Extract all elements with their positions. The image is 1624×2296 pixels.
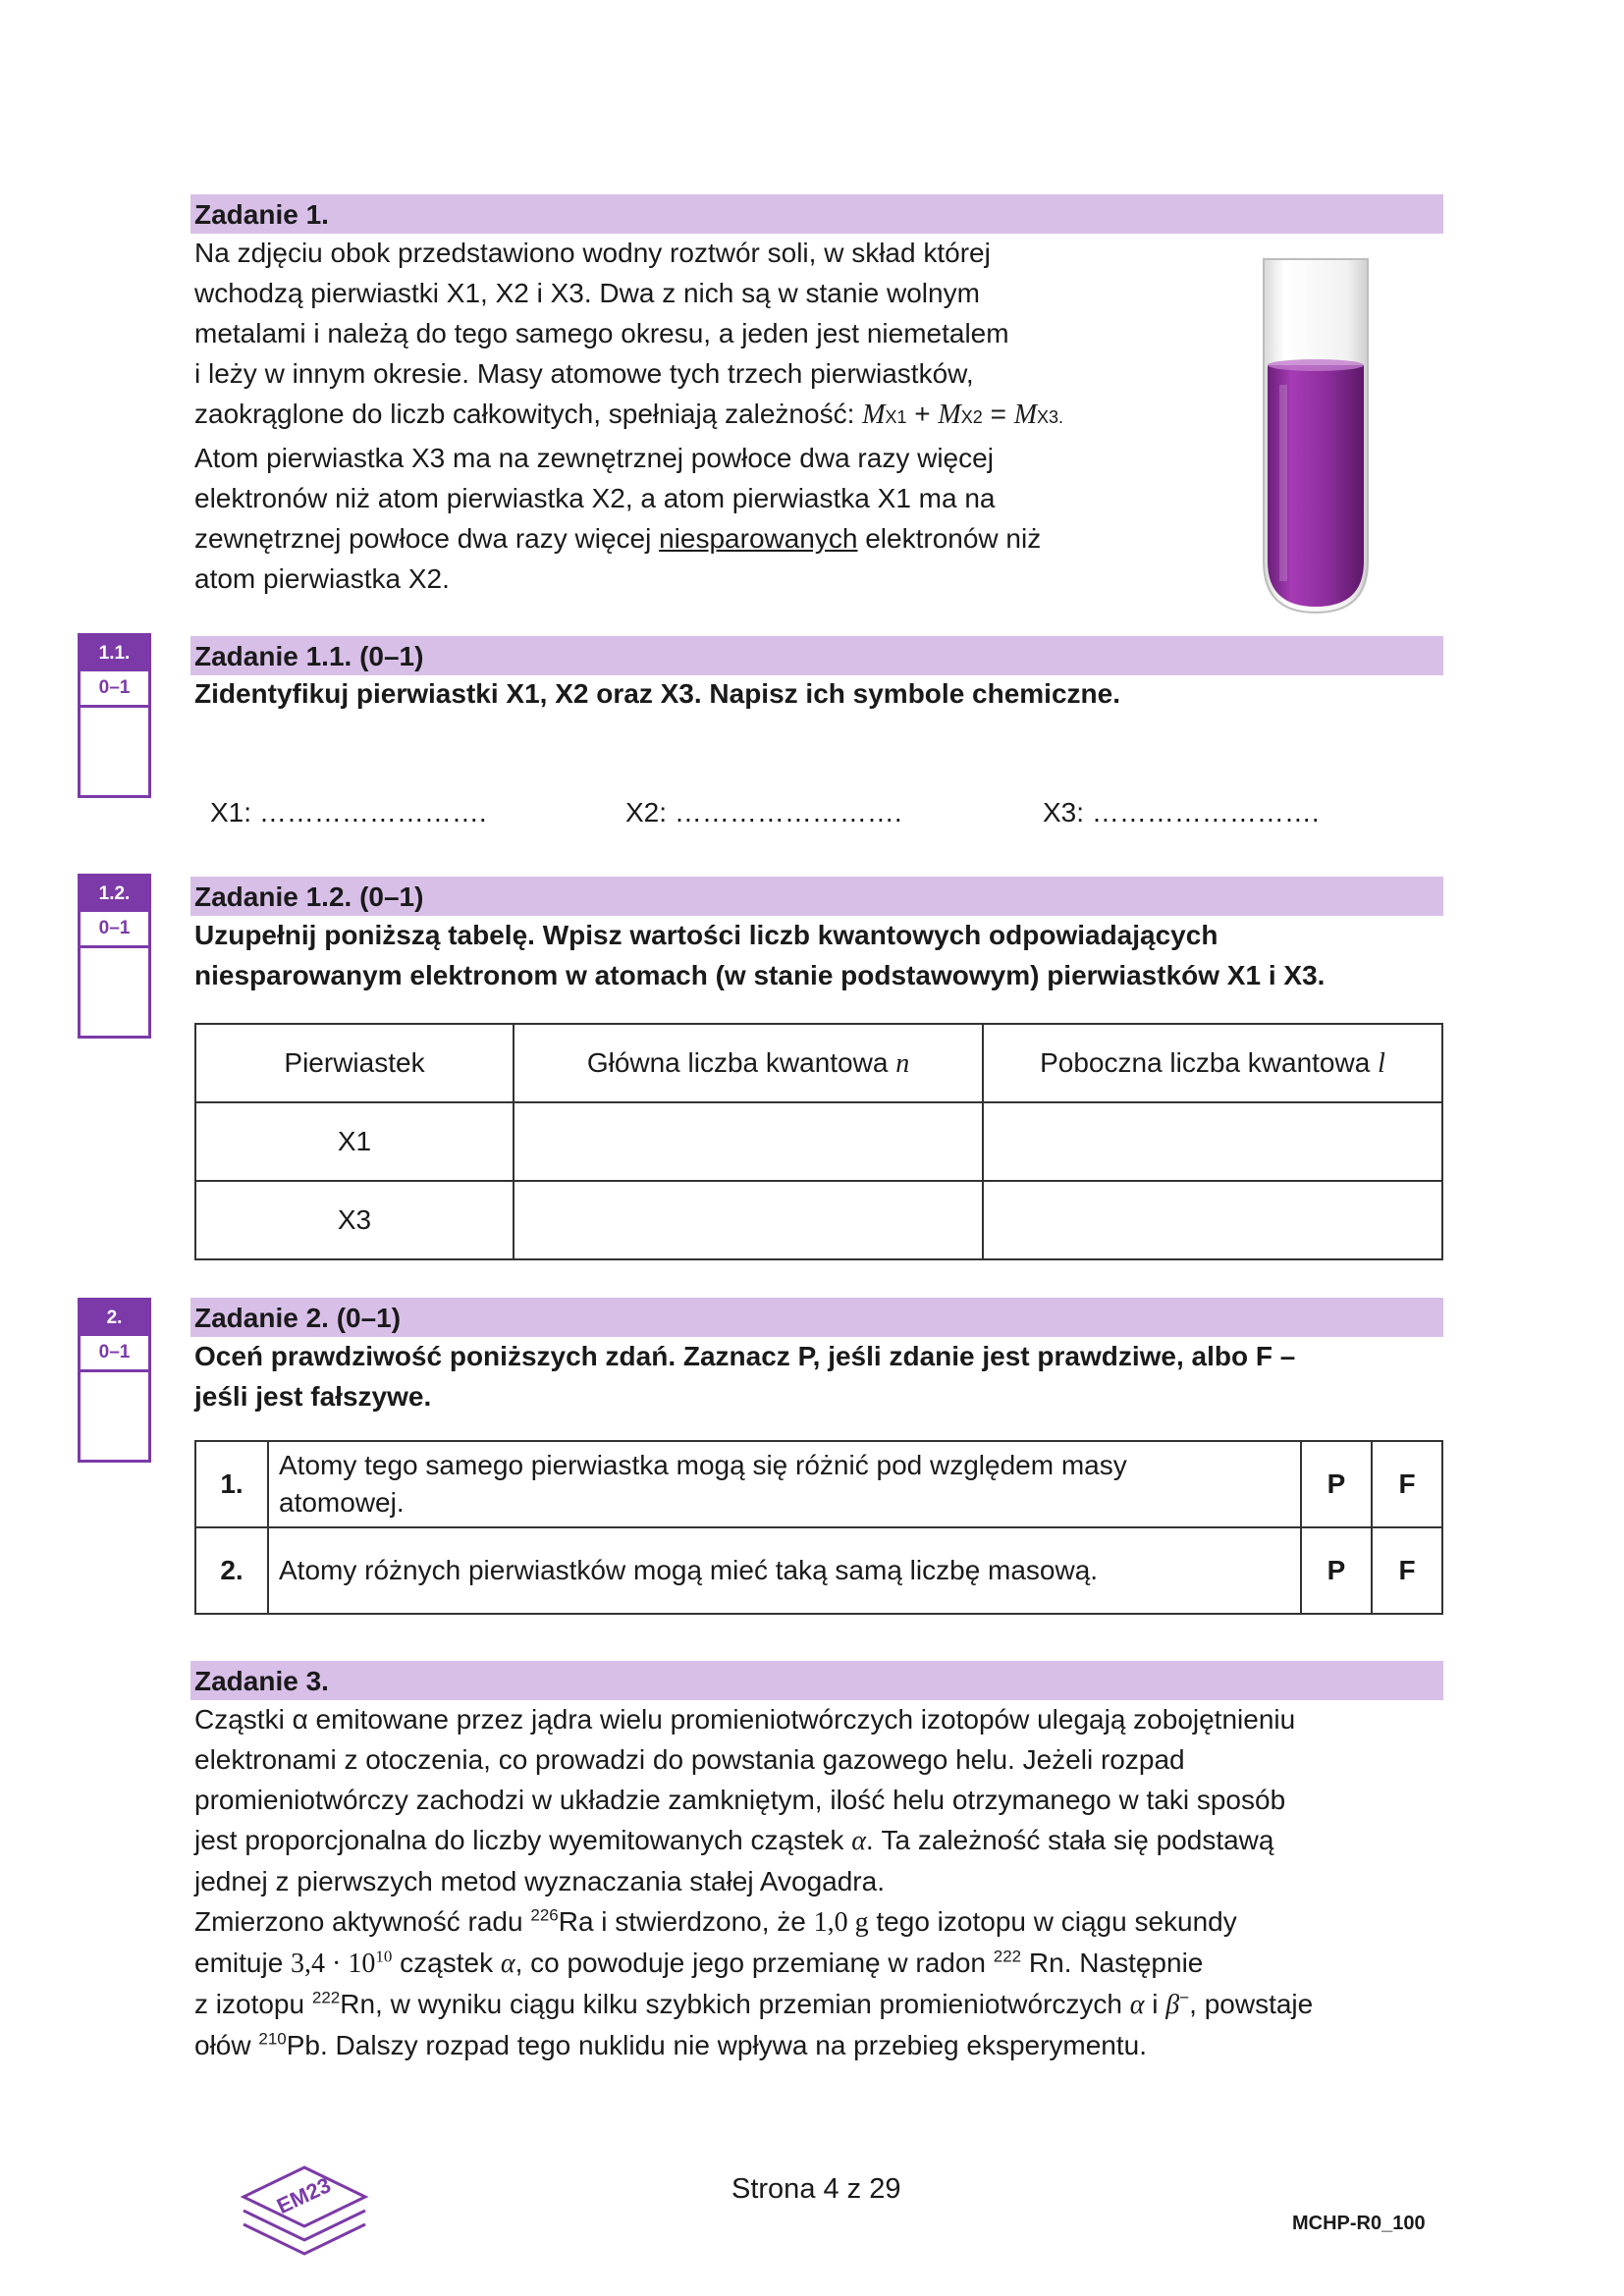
task3-line: [194, 2025, 1461, 2065]
row-element: X3: [195, 1181, 514, 1259]
task3-line: [194, 1820, 1461, 1861]
score-box-points: 0–1: [81, 912, 148, 948]
answer-x2[interactable]: [625, 797, 902, 828]
true-false-table: [194, 1440, 1443, 1615]
alpha-symbol: α: [500, 1949, 515, 1979]
l6-b: Ra i stwierdzono, że: [558, 1906, 806, 1937]
mass-number-210: 210: [258, 2029, 287, 2049]
score-box-2: [78, 1298, 151, 1463]
task3-line: [194, 1943, 1461, 1984]
task3-line: [194, 1901, 1461, 1943]
emission-number: 3,4 · 10: [291, 1949, 376, 1979]
task1-intro-line-underlined: [194, 518, 1176, 559]
task1-intro-line: metalami i należą do tego samego okresu, a jeden jest niemetalem: [194, 318, 1009, 348]
alpha-symbol: α: [1129, 1990, 1145, 2020]
quantum-numbers-table: [194, 1023, 1443, 1260]
answer-label: X1:: [210, 797, 252, 828]
symbol-n: n: [895, 1047, 910, 1079]
task1-intro: [194, 233, 1176, 599]
emission-exponent: 10: [375, 1947, 393, 1966]
answer-cell-l[interactable]: [983, 1102, 1442, 1181]
task3-line: Cząstki α emitowane przez jądra wielu promieniotwórczych izotopów ulegają zobojętnieniu: [194, 1704, 1296, 1735]
statement-text: Atomy różnych pierwiastków mogą mieć taką samą liczbę masową.: [268, 1527, 1301, 1614]
score-box-id: 1.2.: [81, 877, 148, 912]
score-box-id: 1.1.: [81, 636, 148, 671]
task1-intro-line: Atom pierwiastka X3 ma na zewnętrznej powłoce dwa razy więcej: [194, 443, 994, 473]
false-option[interactable]: F: [1372, 1527, 1442, 1614]
answer-label: X2:: [625, 797, 668, 828]
statement-number: 2.: [195, 1527, 268, 1614]
formula-eq: =: [990, 399, 1006, 429]
l8-b: Rn, w wyniku ciągu kilku szybkich przemian promieniotwórczych: [340, 1989, 1122, 2019]
beta-minus: −: [1179, 1988, 1190, 2007]
l9-b: Pb. Dalszy rozpad tego nuklidu nie wpływa na przebieg eksperymentu.: [286, 2030, 1148, 2060]
instruction-line: jeśli jest fałszywe.: [194, 1381, 432, 1412]
l6-a: Zmierzono aktywność radu: [194, 1906, 523, 1937]
task1-intro-line-formula: [194, 394, 1176, 438]
l8-c: , powstaje: [1189, 1989, 1314, 2019]
header-principal: [514, 1024, 983, 1102]
l8-a: z izotopu: [194, 1989, 305, 2019]
header-principal-text: Główna liczba kwantowa: [586, 1046, 889, 1078]
symbol-l: l: [1378, 1047, 1385, 1079]
statement-line: Atomy tego samego pierwiastka mogą się różnić pod względem masy: [279, 1450, 1127, 1480]
instruction-line: Uzupełnij poniższą tabelę. Wpisz wartości liczb kwantowych odpowiadających: [194, 920, 1218, 950]
instruction-line: Oceń prawdziwość poniższych zdań. Zaznacz P, jeśli zdanie jest prawdziwe, albo F –: [194, 1341, 1296, 1371]
table-row: [195, 1527, 1442, 1614]
score-box-1-2: [78, 874, 151, 1039]
l8-i: i: [1152, 1989, 1159, 2019]
header-element: Pierwiastek: [195, 1024, 514, 1102]
task3-header-bar: [190, 1661, 1443, 1700]
task1-1-instruction: Zidentyfikuj pierwiastki X1, X2 oraz X3. Napisz ich symbole chemiczne.: [194, 678, 1120, 709]
page-number: Strona 4 z 29: [731, 2173, 901, 2205]
l9-a: ołów: [194, 2030, 251, 2060]
answer-x1[interactable]: [210, 797, 487, 828]
line8-after: elektronów niż: [865, 523, 1042, 554]
exam-code: MCHP-R0_100: [1292, 2213, 1426, 2234]
task3-line: promieniotwórczy zachodzi w układzie zamkniętym, ilość helu otrzymanego w taki sposób: [194, 1785, 1286, 1815]
formula-m2: M: [938, 400, 961, 430]
score-box-points: 0–1: [81, 671, 148, 708]
mass-number-222: 222: [993, 1947, 1022, 1966]
answer-dots: …………………….: [258, 797, 487, 828]
answer-cell-l[interactable]: [983, 1181, 1442, 1259]
task1-1-title: Zadanie 1.1. (0–1): [194, 641, 424, 671]
formula-x1: X1: [885, 407, 907, 427]
table-row: [195, 1181, 1442, 1259]
cke-logo: [236, 2160, 373, 2268]
formula-x2: X2: [960, 407, 983, 427]
task1-2-title: Zadanie 1.2. (0–1): [194, 881, 424, 912]
l7-a: emituje: [194, 1948, 284, 1978]
task3-line: [194, 1984, 1461, 2025]
true-option[interactable]: P: [1301, 1527, 1372, 1614]
table-row: [195, 1102, 1442, 1181]
l4-after: . Ta zależność stała się podstawą: [865, 1825, 1274, 1855]
answer-x3[interactable]: [1043, 797, 1320, 828]
task2-instruction: [194, 1336, 1451, 1416]
l6-c: tego izotopu w ciągu sekundy: [876, 1906, 1237, 1937]
task2-title: Zadanie 2. (0–1): [194, 1303, 402, 1333]
score-box-points: 0–1: [81, 1336, 148, 1372]
test-tube-image: [1242, 257, 1389, 620]
task1-intro-line: atom pierwiastka X2.: [194, 563, 450, 594]
task1-header-bar: [190, 194, 1443, 234]
formula-m1: M: [862, 400, 886, 430]
mass-number-222: 222: [311, 1988, 341, 2007]
statement-number: 1.: [195, 1441, 268, 1527]
header-azimuthal-text: Poboczna liczba kwantowa: [1040, 1046, 1371, 1078]
mass-value: 1,0 g: [813, 1907, 869, 1938]
statement-line: atomowej.: [279, 1487, 405, 1518]
row-element: X1: [195, 1102, 514, 1181]
header-azimuthal: [983, 1024, 1442, 1102]
task1-line5-text: zaokrąglone do liczb całkowitych, spełniają zależność:: [194, 399, 855, 429]
logo-text: EM23: [273, 2172, 335, 2219]
task3-body: [194, 1699, 1461, 2065]
task1-intro-line: elektronów niż atom pierwiastka X2, a atom pierwiastka X1 ma na: [194, 483, 996, 513]
task1-intro-line: i leży w innym okresie. Masy atomowe tych trzech pierwiastków,: [194, 358, 974, 389]
formula-x3: X3.: [1037, 407, 1064, 427]
alpha-symbol: α: [851, 1826, 866, 1856]
l7-d: Rn. Następnie: [1028, 1948, 1204, 1978]
task1-intro-line: Na zdjęciu obok przedstawiono wodny roztwór soli, w skład której: [194, 238, 991, 268]
answer-cell-n[interactable]: [514, 1181, 983, 1259]
score-box-1-1: [78, 633, 151, 798]
answer-dots: …………………….: [1091, 797, 1320, 828]
task3-line: jednej z pierwszych metod wyznaczania stałej Avogadra.: [194, 1866, 885, 1896]
task3-title: Zadanie 3.: [194, 1666, 329, 1696]
false-option[interactable]: F: [1372, 1441, 1442, 1527]
l4-before: jest proporcjonalna do liczby wyemitowanych cząstek: [194, 1825, 844, 1855]
answer-dots: …………………….: [674, 797, 902, 828]
score-box-id: 2.: [81, 1301, 148, 1336]
formula-m3: M: [1013, 400, 1038, 430]
task1-2-instruction: [194, 915, 1461, 995]
l7-c: , co powoduje jego przemianę w radon: [514, 1948, 986, 1978]
beta-symbol: β: [1165, 1990, 1180, 2020]
task1-title: Zadanie 1.: [194, 199, 329, 230]
task1-intro-line: wchodzą pierwiastki X1, X2 i X3. Dwa z nich są w stanie wolnym: [194, 278, 980, 308]
table-row: [195, 1441, 1442, 1527]
l7-b: cząstek: [400, 1948, 494, 1978]
answer-label: X3:: [1043, 797, 1085, 828]
line8-before: zewnętrznej powłoce dwa razy więcej: [194, 523, 652, 554]
instruction-line: niesparowanym elektronom w atomach (w stanie podstawowym) pierwiastków X1 i X3.: [194, 960, 1326, 990]
line8-underlined: niesparowanych: [659, 523, 858, 554]
true-option[interactable]: P: [1301, 1441, 1372, 1527]
answer-cell-n[interactable]: [514, 1102, 983, 1181]
task3-line: elektronami z otoczenia, co prowadzi do powstania gazowego helu. Jeżeli rozpad: [194, 1744, 1185, 1775]
statement-text: [268, 1441, 1301, 1527]
formula-plus: +: [914, 399, 931, 429]
mass-number-226: 226: [530, 1905, 559, 1925]
